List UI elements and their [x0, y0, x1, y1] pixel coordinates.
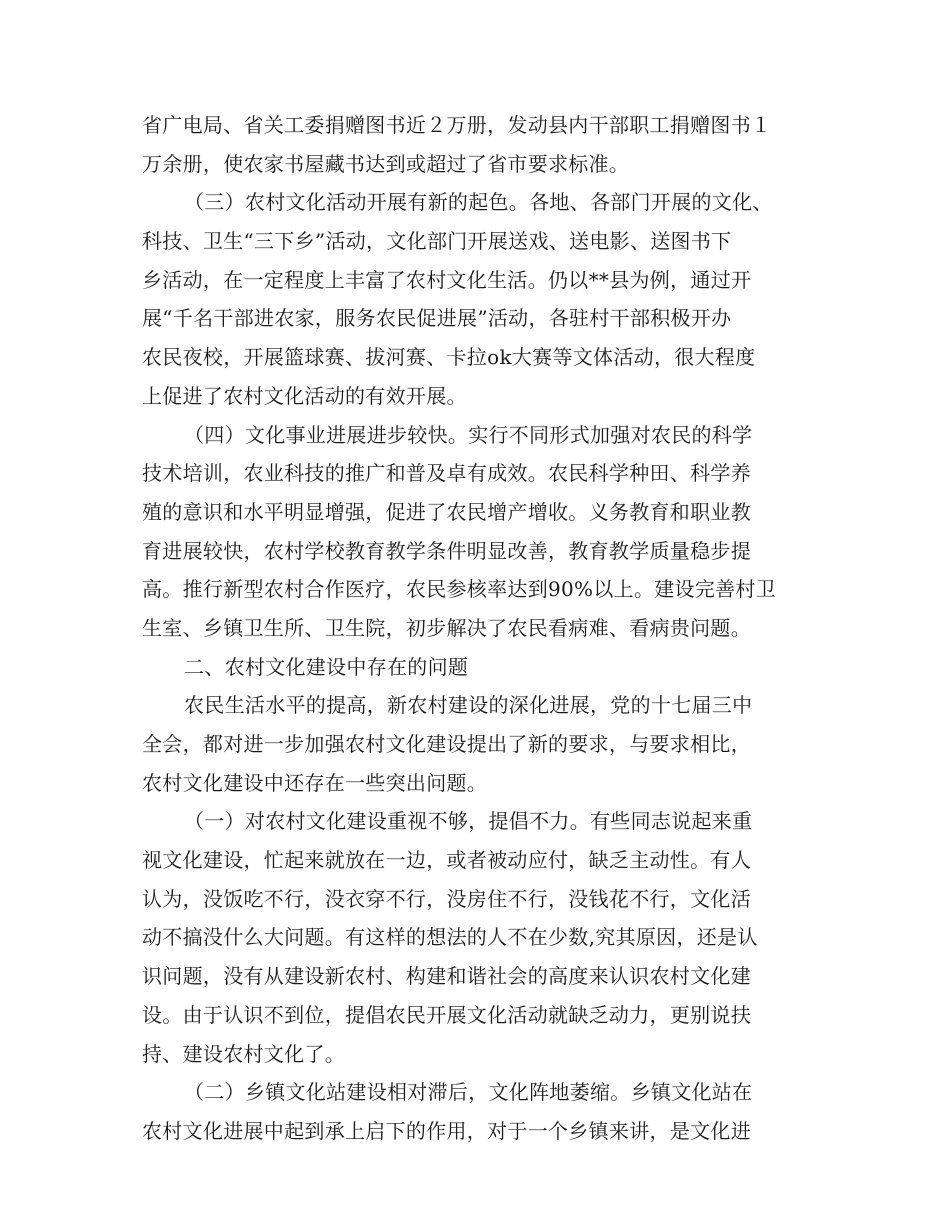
text-line: 识问题，没有从建设新农村、构建和谐社会的高度来认识农村文化建 — [142, 964, 751, 989]
text-line: （三）农村文化活动开展有新的起色。各地、各部门开展的文化、 — [184, 190, 773, 215]
text-line: 科技、卫生“三下乡”活动，文化部门开展送戏、送电影、送图书下 — [142, 229, 732, 254]
text-line: 设。由于认识不到位，提倡农民开展文化活动就缺乏动力，更别说扶 — [142, 1002, 751, 1027]
text-line: 生室、乡镇卫生所、卫生院，初步解决了农民看病难、看病贵问题。 — [142, 615, 751, 640]
text-line: 万余册，使农家书屋藏书达到或超过了省市要求标准。 — [142, 151, 630, 176]
text-line: 农民夜校，开展篮球赛、拔河赛、卡拉ok大赛等文体活动，很大程度 — [142, 345, 756, 370]
text-line: 省广电局、省关工委捐赠图书近２万册，发动县内干部职工捐赠图书１ — [142, 113, 772, 137]
text-line: （二）乡镇文化站建设相对滞后，文化阵地萎缩。乡镇文化站在 — [184, 1080, 753, 1105]
text-line: 育进展较快，农村学校教育教学条件明显改善，教育教学质量稳步提 — [142, 538, 751, 563]
text-line: （四）文化事业进展进步较快。实行不同形式加强对农民的科学 — [184, 422, 753, 447]
text-line: 上促进了农村文化活动的有效开展。 — [142, 383, 467, 408]
text-line: 殖的意识和水平明显增强，促进了农民增产增收。义务教育和职业教 — [142, 499, 751, 524]
text-line: 高。推行新型农村合作医疗，农民参核率达到90%以上。建设完善村卫 — [142, 577, 777, 602]
text-line: 乡活动，在一定程度上丰富了农村文化生活。仍以**县为例，通过开 — [142, 267, 752, 292]
text-line: 二、农村文化建设中存在的问题 — [184, 654, 469, 679]
text-line: 技术培训，农业科技的推广和普及卓有成效。农民科学种田、科学养 — [142, 461, 751, 486]
document-body — [142, 106, 814, 1151]
text-line: 认为，没饭吃不行，没衣穿不行，没房住不行，没钱花不行，文化活 — [142, 886, 751, 911]
text-line: 农民生活水平的提高，新农村建设的深化进展，党的十七届三中 — [184, 693, 753, 718]
text-line: 全会，都对进一步加强农村文化建设提出了新的要求，与要求相比， — [142, 732, 751, 756]
text-line: 农村文化建设中还存在一些突出问题。 — [142, 770, 488, 795]
text-line: 视文化建设，忙起来就放在一边，或者被动应付，缺乏主动性。有人 — [142, 848, 751, 873]
text-line: 持、建设农村文化了。 — [142, 1041, 345, 1066]
text-line: （一）对农村文化建设重视不够，提倡不力。有些同志说起来重 — [184, 809, 753, 834]
text-line: 展“千名干部进农家，服务农民促进展”活动，各驻村干部积极开办 — [142, 306, 732, 331]
text-line: 动不搞没什么大问题。有这样的想法的人不在少数,究其原因，还是认 — [142, 925, 758, 950]
text-line: 农村文化进展中起到承上启下的作用，对于一个乡镇来讲，是文化进 — [142, 1118, 751, 1143]
